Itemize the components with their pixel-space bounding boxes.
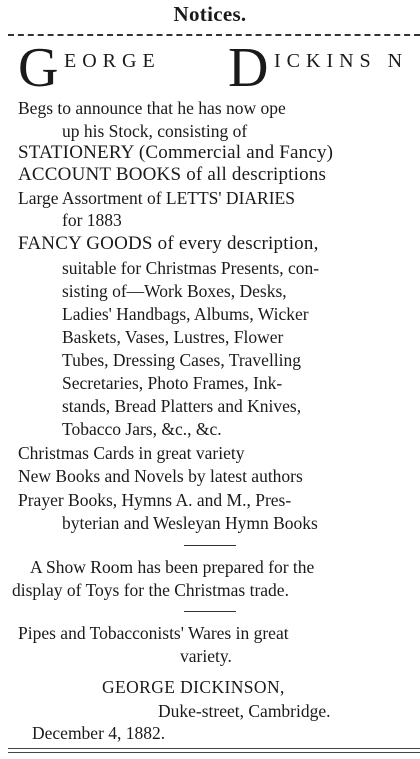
heading-first-initial: G <box>18 37 59 99</box>
christmas-cards-line: Christmas Cards in great variety <box>18 443 245 463</box>
books-line: New Books and Novels by latest authors <box>18 466 303 486</box>
advertiser-heading <box>18 37 420 99</box>
fancy-goods-line: stands, Bread Platters and Knives, <box>62 396 302 416</box>
prayer-books-line: byterian and Wesleyan Hymn Books <box>62 513 318 533</box>
section-divider <box>184 611 236 612</box>
stock-line-account-books: ACCOUNT BOOKS of all descriptions <box>18 164 327 185</box>
heading-last-rest: ICKINS N <box>274 50 409 72</box>
prayer-books-line: Prayer Books, Hymns A. and M., Pres- <box>18 490 292 510</box>
signature-name: GEORGE DICKINSON, <box>102 677 285 697</box>
show-room-line: display of Toys for the Christmas trade. <box>12 580 289 600</box>
show-room-line: A Show Room has been prepared for the <box>30 557 315 577</box>
stock-line-stationery: STATIONERY (Commercial and Fancy) <box>18 142 334 163</box>
stock-line-diaries: Large Assortment of LETTS' DIARIES <box>18 188 295 208</box>
fancy-goods-line: Tubes, Dressing Cases, Travelling <box>62 350 302 370</box>
signature-address: Duke-street, Cambridge. <box>158 701 331 721</box>
section-title: Notices. <box>173 2 247 26</box>
announcement-line: up his Stock, consisting of <box>62 121 248 141</box>
fancy-goods-line: Tobacco Jars, &c., &c. <box>62 419 222 439</box>
section-divider <box>184 545 236 546</box>
heading-last-initial: D <box>228 37 269 99</box>
heading-first-rest: EORGE <box>64 50 161 72</box>
notice-date: December 4, 1882. <box>32 723 166 743</box>
fancy-goods-line: Baskets, Vases, Lustres, Flower <box>62 327 284 347</box>
pipes-line: variety. <box>180 646 232 666</box>
pipes-line: Pipes and Tobacconists' Wares in great <box>18 623 289 643</box>
top-dashed-rule <box>8 34 420 36</box>
fancy-goods-line: Ladies' Handbags, Albums, Wicker <box>62 304 309 324</box>
announcement-line: Begs to announce that he has now ope <box>18 98 286 118</box>
stock-line-diaries-year: for 1883 <box>62 210 122 230</box>
fancy-goods-line: FANCY GOODS of every description, <box>18 233 319 254</box>
fancy-goods-line: sisting of—Work Boxes, Desks, <box>62 281 287 301</box>
bottom-rule <box>8 752 420 753</box>
fancy-goods-line: Secretaries, Photo Frames, Ink- <box>62 373 283 393</box>
fancy-goods-line: suitable for Christmas Presents, con- <box>62 258 320 278</box>
bottom-rule <box>8 748 420 749</box>
